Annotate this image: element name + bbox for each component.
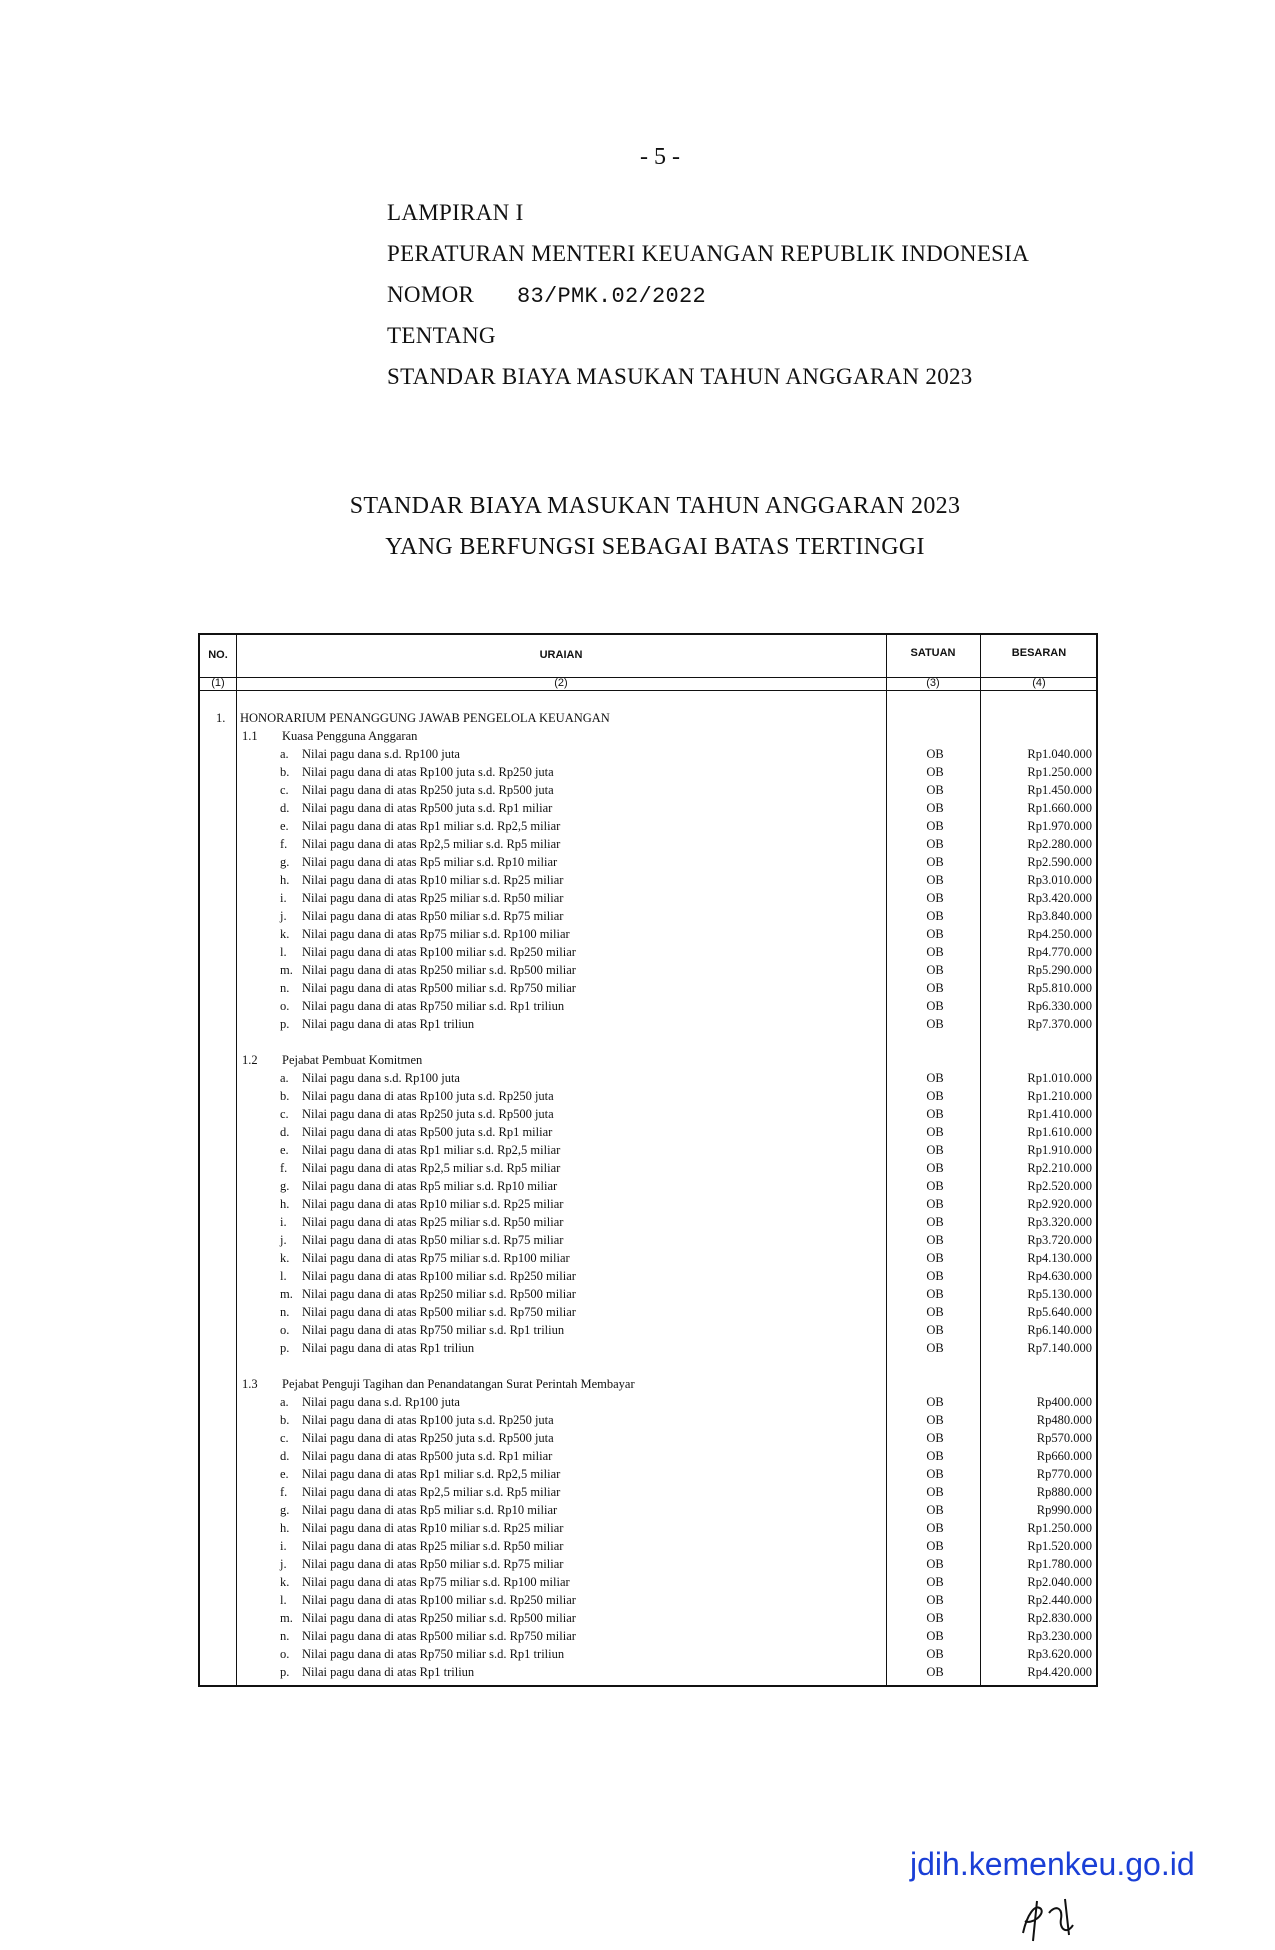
item-letter: h. [280,1521,290,1535]
table-row [200,1285,1096,1303]
item-satuan: OB [926,1395,944,1409]
subheader-no: (1) [211,677,225,689]
item-description: Nilai pagu dana di atas Rp500 juta s.d. Rp1 miliar [302,1125,553,1139]
item-description: Nilai pagu dana s.d. Rp100 juta [302,1071,460,1085]
item-description: Nilai pagu dana di atas Rp250 juta s.d. Rp500 juta [302,1431,554,1445]
regulation-number [387,274,1029,315]
item-besaran: Rp7.140.000 [1027,1341,1092,1355]
item-besaran: Rp1.010.000 [1027,1071,1092,1085]
item-satuan: OB [926,1197,944,1211]
item-description: Nilai pagu dana di atas Rp10 miliar s.d. Rp25 miliar [302,873,564,887]
table-row [200,1105,1096,1123]
item-besaran: Rp5.130.000 [1027,1287,1092,1301]
item-letter: m. [280,1611,293,1625]
item-letter: o. [280,1647,290,1661]
item-besaran: Rp880.000 [1036,1485,1092,1499]
item-satuan: OB [926,1215,944,1229]
item-description: Nilai pagu dana di atas Rp5 miliar s.d. Rp10 miliar [302,1179,558,1193]
item-satuan: OB [926,1413,944,1427]
item-letter: p. [280,1017,290,1031]
subheader-satuan: (3) [926,677,940,689]
table-row [200,763,1096,781]
item-letter: k. [280,927,290,941]
item-description: Nilai pagu dana di atas Rp250 juta s.d. Rp500 juta [302,783,554,797]
item-description: Nilai pagu dana di atas Rp2,5 miliar s.d. Rp5 miliar [302,1485,561,1499]
item-besaran: Rp5.810.000 [1027,981,1092,995]
item-letter: p. [280,1665,290,1679]
item-letter: p. [280,1341,290,1355]
item-besaran: Rp4.250.000 [1027,927,1092,941]
table-row [200,1501,1096,1519]
item-description: Nilai pagu dana di atas Rp25 miliar s.d. Rp50 miliar [302,891,564,905]
table-row [200,835,1096,853]
item-besaran: Rp1.780.000 [1027,1557,1092,1571]
item-letter: f. [280,1485,288,1499]
item-description: Nilai pagu dana di atas Rp250 miliar s.d. Rp500 miliar [302,1611,576,1625]
item-letter: i. [280,1215,287,1229]
item-letter: g. [280,855,290,869]
item-satuan: OB [926,1233,944,1247]
lampiran-header [387,192,1029,397]
item-description: Nilai pagu dana di atas Rp250 miliar s.d. Rp500 miliar [302,1287,576,1301]
item-besaran: Rp1.450.000 [1027,783,1092,797]
item-satuan: OB [926,1467,944,1481]
section-title: HONORARIUM PENANGGUNG JAWAB PENGELOLA KEUANGAN [240,711,610,725]
item-letter: f. [280,837,288,851]
item-besaran: Rp4.770.000 [1027,945,1092,959]
item-besaran: Rp2.210.000 [1027,1161,1092,1175]
table-row [200,1087,1096,1105]
table-row [200,1483,1096,1501]
item-satuan: OB [926,1107,944,1121]
subsection-title: Kuasa Pengguna Anggaran [282,729,418,743]
item-besaran: Rp2.830.000 [1027,1611,1092,1625]
item-besaran: Rp4.130.000 [1027,1251,1092,1265]
item-letter: m. [280,963,293,977]
item-satuan: OB [926,1575,944,1589]
document-title-line-1: STANDAR BIAYA MASUKAN TAHUN ANGGARAN 2023 [349,493,961,519]
item-satuan: OB [926,1629,944,1643]
item-besaran: Rp5.640.000 [1027,1305,1092,1319]
subsection-row [200,727,1096,745]
table-row [200,979,1096,997]
item-besaran: Rp1.040.000 [1027,747,1092,761]
table-row [200,907,1096,925]
item-besaran: Rp770.000 [1036,1467,1092,1481]
table-row [200,925,1096,943]
item-letter: k. [280,1251,290,1265]
item-description: Nilai pagu dana di atas Rp100 juta s.d. Rp250 juta [302,1413,554,1427]
handwritten-initial-icon [1015,1895,1095,1945]
item-besaran: Rp570.000 [1036,1431,1092,1445]
item-satuan: OB [926,873,944,887]
subsection-number: 1.1 [242,729,258,743]
item-satuan: OB [926,1665,944,1679]
item-satuan: OB [926,819,944,833]
item-letter: c. [280,1107,289,1121]
item-satuan: OB [926,1251,944,1265]
item-letter: b. [280,1413,290,1427]
item-description: Nilai pagu dana di atas Rp2,5 miliar s.d. Rp5 miliar [302,837,561,851]
table-row [200,1267,1096,1285]
item-letter: n. [280,1629,290,1643]
item-description: Nilai pagu dana di atas Rp250 miliar s.d. Rp500 miliar [302,963,576,977]
standard-cost-table [198,633,1098,1687]
table-row [200,1609,1096,1627]
item-letter: i. [280,1539,287,1553]
item-satuan: OB [926,981,944,995]
subheader-uraian: (2) [554,677,568,689]
item-besaran: Rp4.630.000 [1027,1269,1092,1283]
item-satuan: OB [926,855,944,869]
item-letter: j. [280,1557,287,1571]
item-description: Nilai pagu dana di atas Rp500 miliar s.d. Rp750 miliar [302,981,576,995]
item-besaran: Rp3.010.000 [1027,873,1092,887]
item-besaran: Rp3.320.000 [1027,1215,1092,1229]
item-letter: l. [280,1593,287,1607]
item-description: Nilai pagu dana di atas Rp100 juta s.d. Rp250 juta [302,1089,554,1103]
table-row [200,997,1096,1015]
subsection-row [200,1375,1096,1393]
item-besaran: Rp1.610.000 [1027,1125,1092,1139]
item-besaran: Rp2.040.000 [1027,1575,1092,1589]
item-description: Nilai pagu dana di atas Rp500 juta s.d. Rp1 miliar [302,1449,553,1463]
nomor-value: 83/PMK.02/2022 [517,284,707,309]
section-number: 1. [216,711,226,725]
item-satuan: OB [926,1071,944,1085]
item-besaran: Rp1.520.000 [1027,1539,1092,1553]
item-besaran: Rp2.920.000 [1027,1197,1092,1211]
item-satuan: OB [926,1089,944,1103]
item-letter: f. [280,1161,288,1175]
item-description: Nilai pagu dana di atas Rp100 miliar s.d. Rp250 miliar [302,1593,576,1607]
item-letter: g. [280,1179,290,1193]
item-description: Nilai pagu dana di atas Rp1 miliar s.d. Rp2,5 miliar [302,819,561,833]
table-row [200,871,1096,889]
table-row [200,1465,1096,1483]
item-description: Nilai pagu dana di atas Rp50 miliar s.d. Rp75 miliar [302,909,564,923]
item-satuan: OB [926,1161,944,1175]
item-description: Nilai pagu dana di atas Rp1 triliun [302,1017,475,1031]
item-satuan: OB [926,1341,944,1355]
subsection-number: 1.3 [242,1377,258,1391]
table-row [200,1627,1096,1645]
item-letter: h. [280,1197,290,1211]
item-besaran: Rp7.370.000 [1027,1017,1092,1031]
item-besaran: Rp2.520.000 [1027,1179,1092,1193]
table-row [200,1141,1096,1159]
item-satuan: OB [926,1125,944,1139]
item-letter: h. [280,873,290,887]
table-row [200,943,1096,961]
item-satuan: OB [926,1521,944,1535]
item-description: Nilai pagu dana di atas Rp25 miliar s.d. Rp50 miliar [302,1539,564,1553]
table-row [200,1249,1096,1267]
item-satuan: OB [926,765,944,779]
item-satuan: OB [926,891,944,905]
table-row [200,1537,1096,1555]
item-description: Nilai pagu dana s.d. Rp100 juta [302,1395,460,1409]
item-satuan: OB [926,1485,944,1499]
item-besaran: Rp990.000 [1036,1503,1092,1517]
item-satuan: OB [926,1431,944,1445]
table-row [200,1591,1096,1609]
item-description: Nilai pagu dana di atas Rp75 miliar s.d. Rp100 miliar [302,1251,570,1265]
item-letter: k. [280,1575,290,1589]
item-besaran: Rp1.250.000 [1027,765,1092,779]
table-body [200,709,1096,1681]
subheader-divider [200,690,1096,691]
item-satuan: OB [926,1323,944,1337]
item-besaran: Rp4.420.000 [1027,1665,1092,1679]
table-row [200,889,1096,907]
item-letter: c. [280,1431,289,1445]
table-row [200,1123,1096,1141]
header-satuan: SATUAN [910,647,956,659]
table-row [200,1303,1096,1321]
item-description: Nilai pagu dana di atas Rp10 miliar s.d. Rp25 miliar [302,1521,564,1535]
item-besaran: Rp2.280.000 [1027,837,1092,851]
item-letter: d. [280,1125,290,1139]
item-description: Nilai pagu dana di atas Rp2,5 miliar s.d. Rp5 miliar [302,1161,561,1175]
item-description: Nilai pagu dana di atas Rp5 miliar s.d. Rp10 miliar [302,855,558,869]
item-satuan: OB [926,1269,944,1283]
item-description: Nilai pagu dana di atas Rp75 miliar s.d. Rp100 miliar [302,1575,570,1589]
item-description: Nilai pagu dana di atas Rp1 triliun [302,1665,475,1679]
item-letter: a. [280,1395,289,1409]
item-besaran: Rp1.660.000 [1027,801,1092,815]
item-satuan: OB [926,1557,944,1571]
table-row [200,1645,1096,1663]
item-letter: b. [280,1089,290,1103]
item-letter: d. [280,801,290,815]
item-satuan: OB [926,1143,944,1157]
item-description: Nilai pagu dana di atas Rp50 miliar s.d. Rp75 miliar [302,1557,564,1571]
table-row [200,1195,1096,1213]
subsection-number: 1.2 [242,1053,258,1067]
item-satuan: OB [926,837,944,851]
item-description: Nilai pagu dana di atas Rp750 miliar s.d. Rp1 triliun [302,1647,565,1661]
item-description: Nilai pagu dana di atas Rp1 triliun [302,1341,475,1355]
item-satuan: OB [926,945,944,959]
item-satuan: OB [926,1611,944,1625]
table-row [200,1573,1096,1591]
item-description: Nilai pagu dana di atas Rp1 miliar s.d. Rp2,5 miliar [302,1467,561,1481]
item-description: Nilai pagu dana di atas Rp500 miliar s.d. Rp750 miliar [302,1629,576,1643]
table-row [200,961,1096,979]
item-letter: m. [280,1287,293,1301]
table-row [200,1015,1096,1033]
item-description: Nilai pagu dana di atas Rp750 miliar s.d. Rp1 triliun [302,1323,565,1337]
document-title [0,486,1275,568]
item-besaran: Rp3.230.000 [1027,1629,1092,1643]
item-description: Nilai pagu dana di atas Rp1 miliar s.d. Rp2,5 miliar [302,1143,561,1157]
subheader-besaran: (4) [1032,677,1046,689]
subsection-row [200,1051,1096,1069]
item-satuan: OB [926,1287,944,1301]
item-besaran: Rp6.330.000 [1027,999,1092,1013]
table-row [200,1519,1096,1537]
item-description: Nilai pagu dana di atas Rp10 miliar s.d. Rp25 miliar [302,1197,564,1211]
item-letter: a. [280,747,289,761]
item-besaran: Rp5.290.000 [1027,963,1092,977]
item-besaran: Rp2.590.000 [1027,855,1092,869]
item-letter: o. [280,1323,290,1337]
item-letter: l. [280,1269,287,1283]
header-no: NO. [208,649,228,661]
item-besaran: Rp1.210.000 [1027,1089,1092,1103]
item-description: Nilai pagu dana di atas Rp100 juta s.d. Rp250 juta [302,765,554,779]
item-besaran: Rp3.840.000 [1027,909,1092,923]
item-description: Nilai pagu dana di atas Rp500 miliar s.d. Rp750 miliar [302,1305,576,1319]
item-letter: e. [280,1143,289,1157]
item-satuan: OB [926,1503,944,1517]
item-satuan: OB [926,927,944,941]
table-row [200,745,1096,763]
item-besaran: Rp3.420.000 [1027,891,1092,905]
table-row [200,1177,1096,1195]
page-number: - 5 - [640,144,680,170]
document-title-line-2: YANG BERFUNGSI SEBAGAI BATAS TERTINGGI [385,534,925,560]
item-satuan: OB [926,801,944,815]
item-letter: l. [280,945,287,959]
subsection-title: Pejabat Penguji Tagihan dan Penandatangan Surat Perintah Membayar [282,1377,635,1391]
item-letter: g. [280,1503,290,1517]
nomor-label: NOMOR [387,282,475,307]
item-letter: c. [280,783,289,797]
item-satuan: OB [926,1449,944,1463]
table-row [200,1231,1096,1249]
item-besaran: Rp480.000 [1036,1413,1092,1427]
table-row [200,1555,1096,1573]
item-satuan: OB [926,999,944,1013]
item-description: Nilai pagu dana di atas Rp500 juta s.d. Rp1 miliar [302,801,553,815]
table-row [200,1663,1096,1681]
item-description: Nilai pagu dana di atas Rp100 miliar s.d. Rp250 miliar [302,945,576,959]
table-row [200,1429,1096,1447]
item-description: Nilai pagu dana di atas Rp25 miliar s.d. Rp50 miliar [302,1215,564,1229]
table-row [200,1411,1096,1429]
website-watermark: jdih.kemenkeu.go.id [910,1846,1195,1882]
item-besaran: Rp6.140.000 [1027,1323,1092,1337]
subsection-title: Pejabat Pembuat Komitmen [282,1053,423,1067]
item-satuan: OB [926,1539,944,1553]
item-letter: d. [280,1449,290,1463]
item-letter: b. [280,765,290,779]
item-description: Nilai pagu dana di atas Rp250 juta s.d. Rp500 juta [302,1107,554,1121]
item-besaran: Rp1.410.000 [1027,1107,1092,1121]
table-row [200,1159,1096,1177]
item-satuan: OB [926,1593,944,1607]
item-satuan: OB [926,1179,944,1193]
item-besaran: Rp3.620.000 [1027,1647,1092,1661]
table-row [200,1447,1096,1465]
table-row [200,1213,1096,1231]
item-description: Nilai pagu dana di atas Rp50 miliar s.d. Rp75 miliar [302,1233,564,1247]
table-row [200,781,1096,799]
item-letter: n. [280,1305,290,1319]
item-description: Nilai pagu dana di atas Rp5 miliar s.d. Rp10 miliar [302,1503,558,1517]
item-letter: n. [280,981,290,995]
item-letter: j. [280,909,287,923]
item-letter: e. [280,819,289,833]
item-satuan: OB [926,747,944,761]
item-letter: j. [280,1233,287,1247]
regulation-subject: STANDAR BIAYA MASUKAN TAHUN ANGGARAN 2023 [387,364,973,389]
item-satuan: OB [926,1017,944,1031]
table-row [200,1339,1096,1357]
item-letter: i. [280,891,287,905]
item-description: Nilai pagu dana di atas Rp100 miliar s.d. Rp250 miliar [302,1269,576,1283]
table-row [200,1321,1096,1339]
item-description: Nilai pagu dana s.d. Rp100 juta [302,747,460,761]
item-besaran: Rp2.440.000 [1027,1593,1092,1607]
item-satuan: OB [926,909,944,923]
header-uraian: URAIAN [539,649,583,661]
lampiran-title: LAMPIRAN I [387,200,524,225]
table-row [200,799,1096,817]
section-row [200,709,1096,727]
item-letter: a. [280,1071,289,1085]
item-besaran: Rp1.970.000 [1027,819,1092,833]
item-letter: e. [280,1467,289,1481]
item-besaran: Rp1.250.000 [1027,1521,1092,1535]
item-besaran: Rp400.000 [1036,1395,1092,1409]
item-satuan: OB [926,1305,944,1319]
table-row [200,1393,1096,1411]
item-description: Nilai pagu dana di atas Rp75 miliar s.d. Rp100 miliar [302,927,570,941]
table-row [200,1069,1096,1087]
item-letter: o. [280,999,290,1013]
item-besaran: Rp660.000 [1036,1449,1092,1463]
item-description: Nilai pagu dana di atas Rp750 miliar s.d. Rp1 triliun [302,999,565,1013]
table-row [200,853,1096,871]
header-besaran: BESARAN [1011,647,1067,659]
item-besaran: Rp3.720.000 [1027,1233,1092,1247]
item-satuan: OB [926,1647,944,1661]
item-satuan: OB [926,783,944,797]
regulation-title: PERATURAN MENTERI KEUANGAN REPUBLIK INDONESIA [387,241,1030,266]
item-besaran: Rp1.910.000 [1027,1143,1092,1157]
table-row [200,817,1096,835]
tentang-label: TENTANG [387,323,496,348]
item-satuan: OB [926,963,944,977]
